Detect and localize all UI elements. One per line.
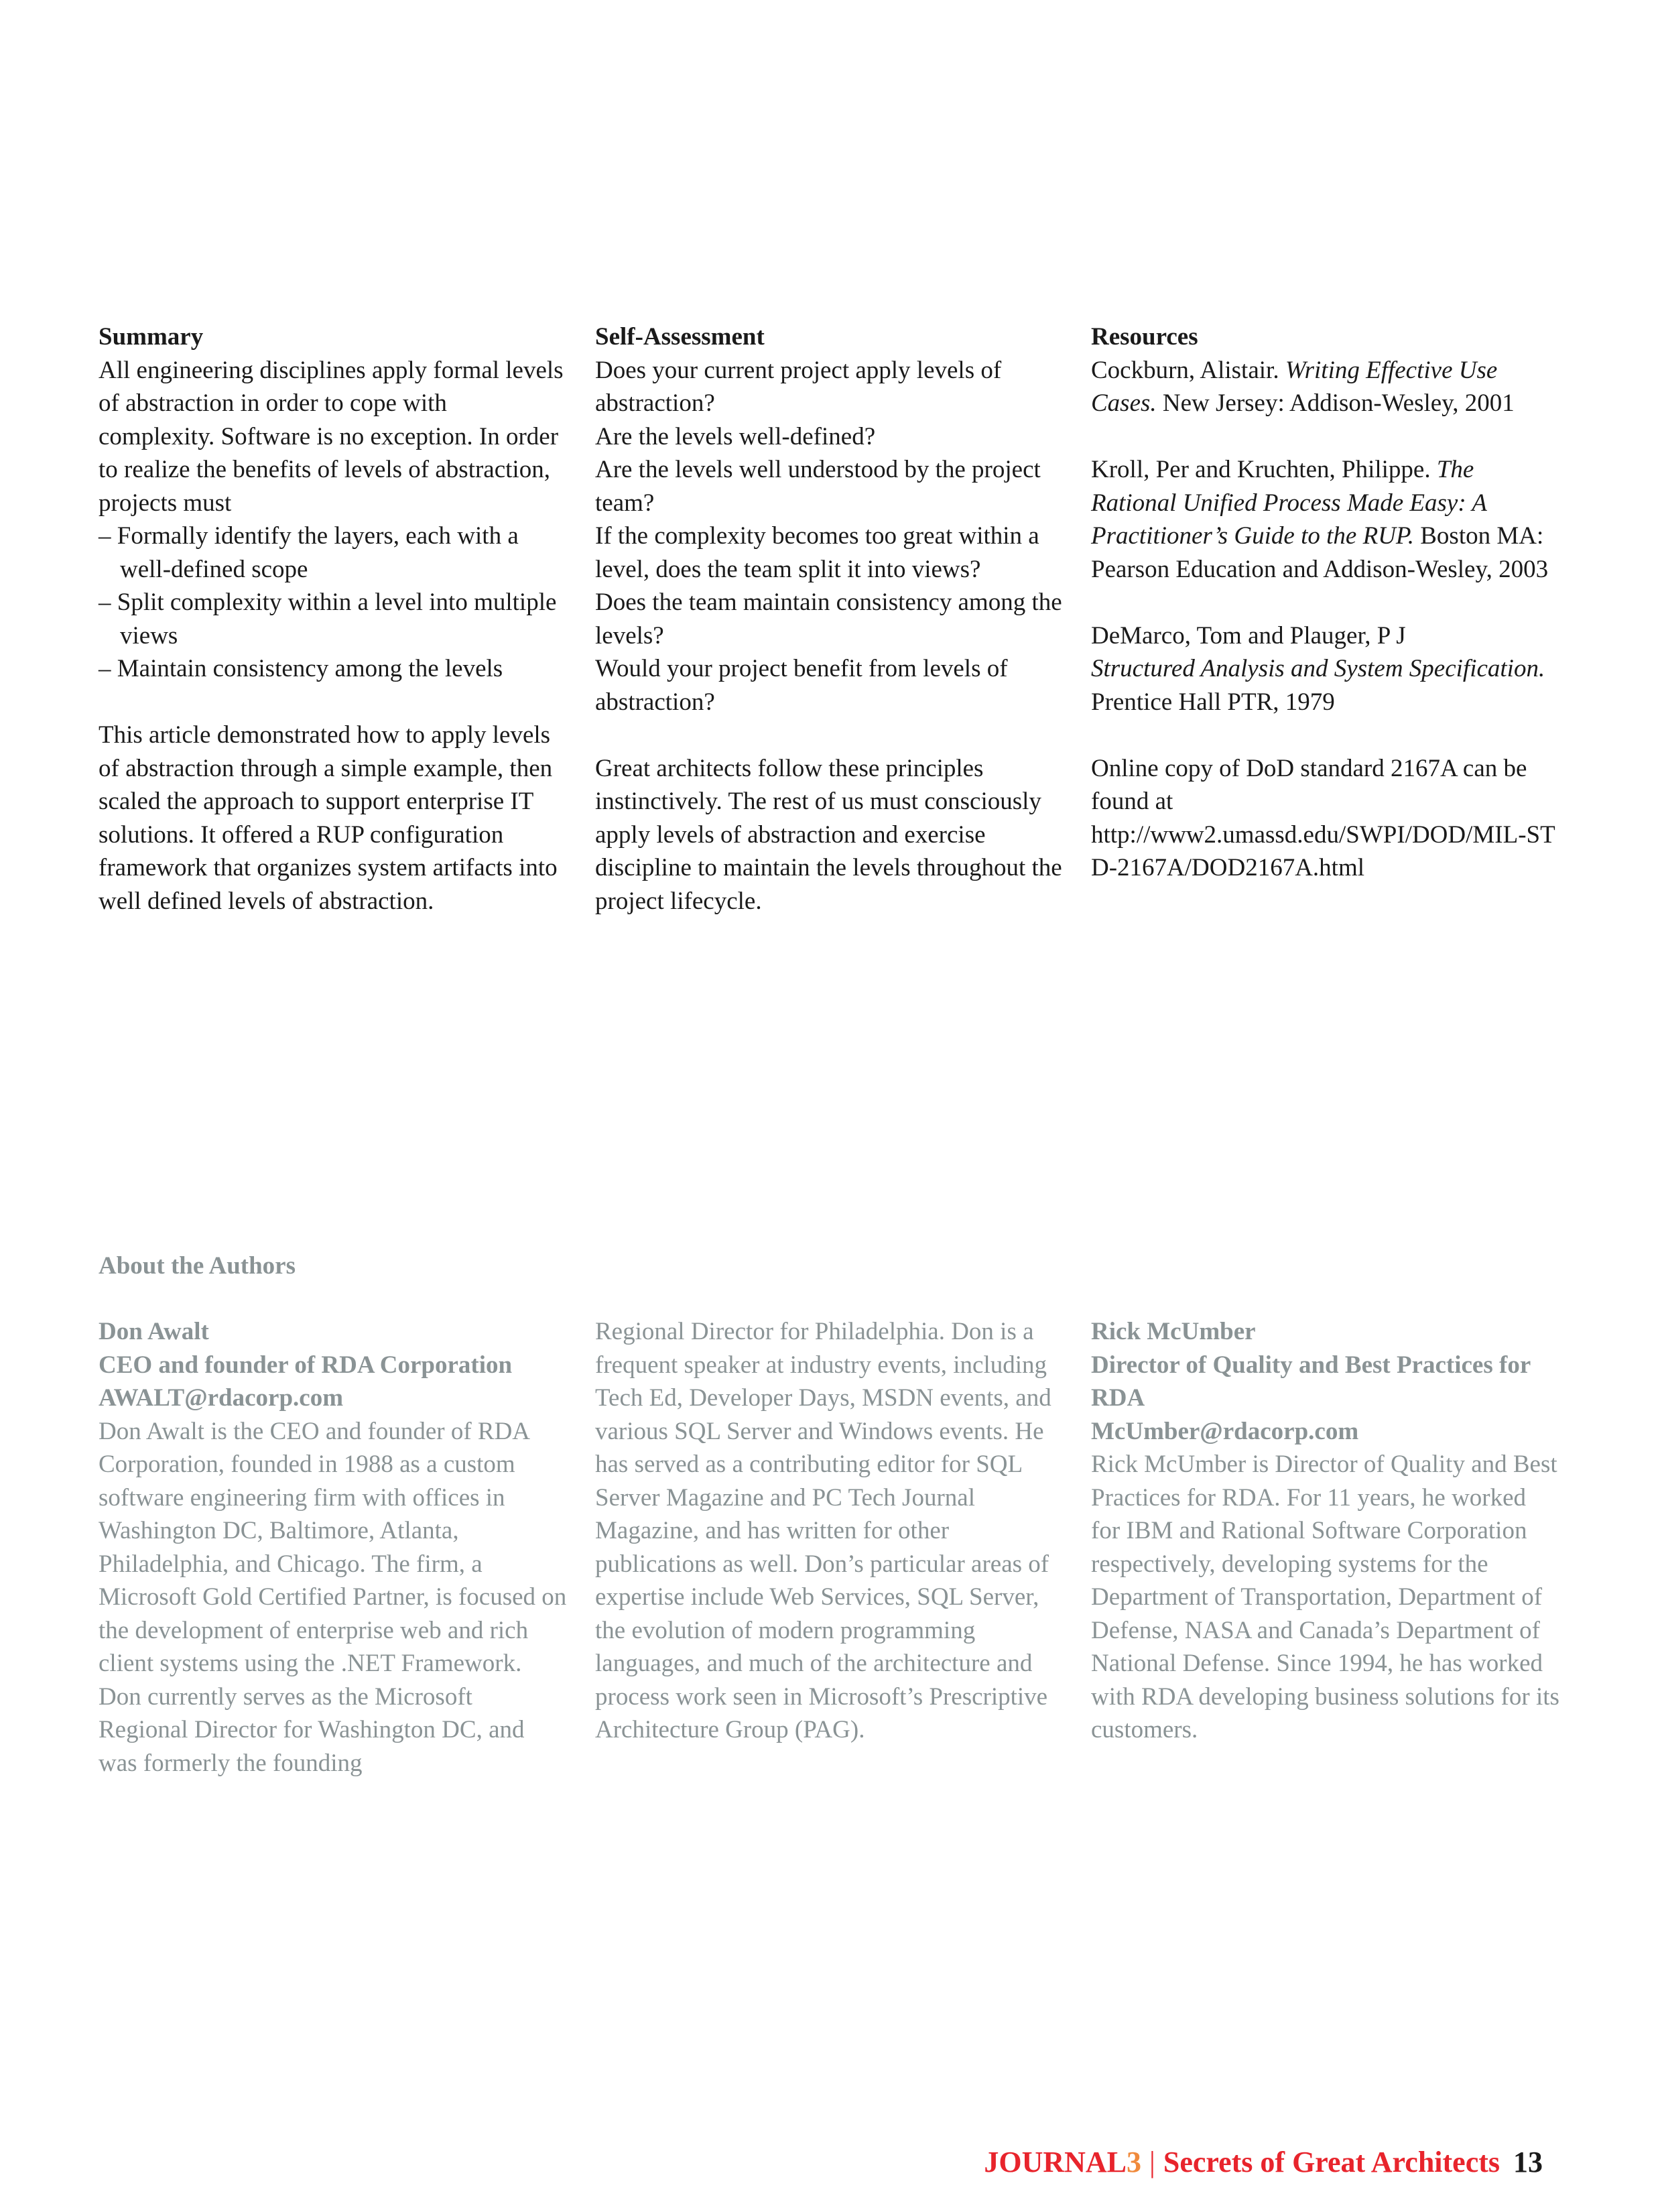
reference-title: Writing Effective Use Cases. [1091,356,1498,417]
resources-heading: Resources [1091,323,1198,351]
summary-section [99,320,568,918]
summary-heading: Summary [99,323,204,351]
author-name: Rick McUmber [1091,1318,1256,1345]
about-authors-heading: About the Authors [99,1252,296,1280]
self-assessment-section [595,320,1064,918]
author-bio-continued: Regional Director for Philadelphia. Don is a frequent speaker at industry events, including Tech Ed, Developer Days, MSDN events, and various SQL Server and Windows events. He has served as a contributing editor for SQL Server Magazine and PC Tech Journal Magazine, and has written for other publications as well. Don’s particular areas of expertise include Web Services, SQL Server, the evolution of modern programming languages, and much of the architecture and process work seen in Microsoft’s Prescriptive Architecture Group (PAG). [595,1318,1051,1743]
reference-title: Structured Analysis and System Specification. [1091,655,1545,682]
author-rick-mcumber [1091,1315,1560,1747]
resource-reference [1091,354,1560,420]
journal-name: JOURNAL [984,2146,1127,2178]
online-copy-text: Online copy of DoD standard 2167A can be found at [1091,754,1527,815]
author-don-awalt [99,1315,568,1780]
author-bio: Don Awalt is the CEO and founder of RDA Corporation, founded in 1988 as a custom software engineering firm with offices in Washington DC, Baltimore, Atlanta, Philadelphia, and Chicago. The firm, a Microsoft Gold Certified Partner, is focused on the development of enterprise web and rich client systems using the .NET Framework. Don currently serves as the Microsoft Regional Director for Washington DC, and was formerly the founding [99,1417,567,1777]
summary-intro: All engineering disciplines apply formal levels of abstraction in order to cope with complexity. Software is no exception. In order to realize the benefits of levels of abstraction, projects must [99,356,564,517]
summary-bullet: – Split complexity within a level into multiple views [99,589,557,650]
journal-issue: 3 [1127,2146,1142,2178]
reference-publisher: New Jersey: Addison-Wesley, 2001 [1162,389,1515,417]
summary-closing: This article demonstrated how to apply levels of abstraction through a simple example, then scaled the approach to support enterprise IT solutions. It offered a RUP configuration framework that organizes system artifacts into well defined levels of abstraction. [99,721,558,915]
author-bio: Rick McUmber is Director of Quality and Best Practices for RDA. For 11 years, he worked for IBM and Rational Software Corporation respectively, developing systems for the Department of Transportation, Department of Defense, NASA and Canada’s Department of National Defense. Since 1994, he has worked with RDA developing business solutions for its customers. [1091,1451,1559,1743]
self-assessment-heading: Self-Assessment [595,323,765,351]
self-assessment-question: Are the levels well understood by the project team? [595,456,1041,517]
journal-section-title: Secrets of Great Architects [1163,2146,1500,2178]
self-assessment-question: Would your project benefit from levels of abstraction? [595,655,1008,716]
self-assessment-question: If the complexity becomes too great within a level, does the team split it into views? [595,522,1039,583]
author-name: Don Awalt [99,1318,209,1345]
summary-bullet: – Formally identify the layers, each with a well-defined scope [99,522,519,583]
author-role [99,1349,568,1415]
reference-publisher: Prentice Hall PTR, 1979 [1091,688,1335,716]
resources-section [1091,320,1560,885]
author-role: Director of Quality and Best Practices for RDA [1091,1351,1531,1412]
self-assessment-closing: Great architects follow these principles instinctively. The rest of us must consciously apply levels of abstraction and exercise discipline to maintain the levels throughout the project lifecycle. [595,754,1062,915]
reference-authors: Kroll, Per and Kruchten, Philippe. [1091,456,1431,483]
resource-reference [1091,619,1560,719]
reference-authors: DeMarco, Tom and Plauger, P J [1091,621,1406,650]
author-email[interactable]: McUmber@rdacorp.com [1091,1417,1359,1445]
self-assessment-question: Does the team maintain consistency among the levels? [595,589,1062,650]
footer-separator: | [1149,2146,1155,2178]
self-assessment-question: Are the levels well-defined? [595,422,876,450]
author-role-text: CEO and founder of RDA Corporation [99,1351,513,1379]
self-assessment-question: Does your current project apply levels of abstraction? [595,356,1002,417]
author-don-awalt-continued [595,1315,1064,1747]
author-email[interactable]: AWALT@rdacorp.com [99,1384,344,1412]
reference-title: The Rational Unified Process Made Easy: A Practitioner’s Guide to the RUP. [1091,456,1487,550]
online-copy-url[interactable]: http://www2.umassd.edu/SWPI/DOD/MIL-STD-2167A/DOD2167A.html [1091,820,1555,881]
reference-authors: Cockburn, Alistair. [1091,356,1279,384]
reference-publisher: Boston MA: Pearson Education and Addison-Wesley, 2003 [1091,522,1549,583]
page-number: 13 [1513,2146,1543,2178]
summary-bullet: – Maintain consistency among the levels [99,655,503,682]
resource-reference [1091,453,1560,586]
page-footer [984,2145,1543,2180]
